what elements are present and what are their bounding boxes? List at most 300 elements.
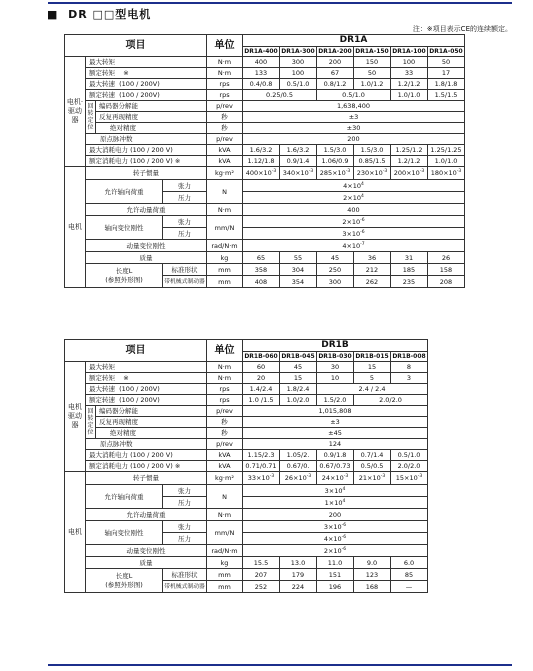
value-cell: 30: [317, 362, 354, 373]
value-exponent: -3: [417, 473, 423, 479]
unit-cell: mm/N: [207, 521, 243, 545]
row-label: 最大消耗电力 (100 / 200 V): [86, 450, 207, 461]
value-cell: 179: [280, 569, 317, 581]
unit-cell: rad/N·m: [207, 240, 243, 252]
value-exponent: 4: [360, 193, 364, 199]
row-max-power: [65, 450, 465, 461]
value-cell: 0.85/1.5: [354, 156, 391, 167]
value-cell: [243, 167, 280, 180]
value-exponent: -3: [308, 168, 314, 174]
value-cell: 196: [317, 581, 354, 593]
model-name: DR1A-100: [392, 48, 426, 55]
value-base: 340×10: [282, 169, 309, 177]
unit-cell: kVA: [207, 145, 243, 156]
row-label: 轴向变位刚性: [86, 521, 163, 545]
group-label-motor: 电机: [65, 167, 86, 288]
value-exponent: -6: [341, 546, 347, 552]
model-name: DR1A-200: [318, 48, 352, 55]
value-exponent: -3: [419, 168, 425, 174]
value-cell: 262: [354, 276, 391, 288]
unit-cell: N·m: [207, 362, 243, 373]
row-length-standard: [65, 264, 465, 276]
value-cell: 0.7/1.4: [354, 450, 391, 461]
unit-cell: rps: [207, 384, 243, 395]
row-rated-power: [65, 461, 465, 472]
page-heading: [47, 6, 151, 22]
unit-cell: N·m: [207, 509, 243, 521]
spec-table-dr1a: [64, 34, 465, 288]
row-label: 允许动量荷重: [86, 509, 207, 521]
unit-cell: 秒: [207, 123, 243, 134]
row-origin-pulse: [65, 134, 465, 145]
unit-cell: p/rev: [207, 439, 243, 450]
unit-cell: p/rev: [207, 406, 243, 417]
heading-marker: ■: [47, 8, 59, 21]
row-condition: (100 / 200V): [119, 91, 160, 99]
value-cell: ±3: [243, 417, 428, 428]
row-label-cell: [86, 373, 207, 384]
model-group: DR1B: [243, 340, 428, 352]
header-row: [65, 340, 465, 352]
row-label: 额定消耗电力 (100 / 200 V) ※: [86, 156, 207, 167]
value-cell: 6.0: [391, 557, 428, 569]
row-label: 反复再现精度: [96, 112, 207, 123]
row-inertia: [65, 472, 465, 485]
group-label-rotary: 回转定位: [86, 406, 96, 439]
row-label-cell: [86, 384, 207, 395]
row-label: 允许动量荷重: [86, 204, 207, 216]
value-cell: 100: [391, 57, 428, 68]
value-cell: 17: [428, 68, 465, 79]
row-label: 绝对精度: [96, 428, 207, 439]
row-mass: [65, 252, 465, 264]
value-cell: [317, 167, 354, 180]
value-cell: ±3: [243, 112, 465, 123]
value-cell: 11.0: [317, 557, 354, 569]
value-cell: 1.6/3.2: [243, 145, 280, 156]
value-cell: 1.8/2.4: [280, 384, 317, 395]
value-cell: 235: [391, 276, 428, 288]
model-name: DR1A-050: [429, 48, 463, 55]
unit-cell: mm: [207, 264, 243, 276]
value-cell: 0.9/1.4: [280, 156, 317, 167]
unit-cell: mm: [207, 581, 243, 593]
row-max-torque: [65, 362, 465, 373]
value-cell: 26: [428, 252, 465, 264]
value-cell: 304: [280, 264, 317, 276]
row-repeat-accuracy: [65, 112, 465, 123]
row-moment-load: [65, 509, 465, 521]
value-cell: 85: [391, 569, 428, 581]
unit-cell: kg·m²: [207, 167, 243, 180]
value-base: 230×10: [356, 169, 383, 177]
value-cell: 20: [243, 373, 280, 384]
value-cell: 0.4/0.8: [243, 79, 280, 90]
unit-cell: N: [207, 485, 243, 509]
unit-cell: rps: [207, 90, 243, 101]
row-label: 质量: [86, 557, 207, 569]
value-cell: 0.5/1.0: [391, 450, 428, 461]
value-base: 2×10: [343, 193, 361, 202]
value-cell: [428, 167, 465, 180]
model-group: DR1A: [243, 35, 465, 47]
value-cell: [354, 167, 391, 180]
row-encoder: [65, 101, 465, 112]
header-row: [65, 35, 465, 47]
value-cell: [243, 228, 465, 240]
row-rated-speed: [65, 90, 465, 101]
value-cell: 55: [280, 252, 317, 264]
row-rated-power: [65, 156, 465, 167]
row-label: 质量: [86, 252, 207, 264]
unit-cell: N·m: [207, 68, 243, 79]
value-cell: 0.5/1.0: [317, 90, 391, 101]
value-base: 2×10: [342, 217, 361, 226]
model-name: DR1A-150: [355, 48, 389, 55]
row-abs-accuracy: [65, 123, 465, 134]
value-cell: 207: [243, 569, 280, 581]
value-cell: 212: [354, 264, 391, 276]
sub-label: 张力: [163, 180, 207, 192]
value-cell: ±45: [243, 428, 428, 439]
row-label: 轴向变位刚性: [86, 216, 163, 240]
value-cell: [243, 192, 465, 204]
value-cell: 1.5/3.0: [354, 145, 391, 156]
value-cell: 1.8/1.8: [428, 79, 465, 90]
value-base: 285×10: [319, 169, 346, 177]
header-unit: 单位: [207, 35, 243, 57]
value-cell: 1.0/2.0: [280, 395, 317, 406]
unit-cell: N·m: [207, 57, 243, 68]
value-cell: [354, 472, 391, 485]
value-cell: 31: [391, 252, 428, 264]
row-label-cell: [86, 68, 207, 79]
row-condition: (100 / 200V): [119, 396, 160, 404]
row-label: 最大消耗电力 (100 / 200 V): [86, 145, 207, 156]
value-cell: 13.0: [280, 557, 317, 569]
value-cell: 124: [243, 439, 428, 450]
row-label-cell: [86, 395, 207, 406]
row-abs-accuracy: [65, 428, 465, 439]
row-label: 额定消耗电力 (100 / 200 V) ※: [86, 461, 207, 472]
row-label: 最大转矩: [86, 362, 207, 373]
unit-cell: mm: [207, 569, 243, 581]
model-name: DR1B-060: [244, 353, 278, 360]
unit-cell: N·m: [207, 204, 243, 216]
value-exponent: -3: [306, 473, 312, 479]
value-base: 4×10: [323, 534, 342, 543]
row-max-torque: [65, 57, 465, 68]
value-cell: 1.25/1.25: [428, 145, 465, 156]
value-cell: 1.15/2.3: [243, 450, 280, 461]
value-base: 3×10: [323, 522, 342, 531]
value-cell: 9.0: [354, 557, 391, 569]
unit-cell: kg: [207, 252, 243, 264]
value-base: 15×10: [395, 474, 418, 482]
row-label: 反复再现精度: [96, 417, 207, 428]
sub-label: 张力: [163, 485, 207, 497]
sub-label: 张力: [163, 521, 207, 533]
value-cell: 50: [354, 68, 391, 79]
sub-label: 压力: [163, 192, 207, 204]
value-exponent: 4: [342, 498, 346, 504]
row-axial-stiffness-tension: [65, 521, 465, 533]
model-name: DR1A-400: [244, 48, 278, 55]
value-cell: 358: [243, 264, 280, 276]
unit-cell: mm/N: [207, 216, 243, 240]
value-cell: 354: [280, 276, 317, 288]
row-label: 最大转速: [89, 80, 115, 88]
unit-cell: kg·m²: [207, 472, 243, 485]
value-base: 4×10: [343, 181, 361, 190]
value-exponent: -6: [341, 522, 347, 528]
row-label: 原点脉冲数: [86, 134, 207, 145]
unit-cell: kVA: [207, 156, 243, 167]
row-label: 额定转速: [89, 91, 115, 99]
row-rated-torque: [65, 373, 465, 384]
model-name: DR1B-045: [281, 353, 315, 360]
sub-label: 压力: [163, 497, 207, 509]
value-cell: 0.67/0.73: [317, 461, 354, 472]
value-cell: [243, 472, 280, 485]
value-cell: 45: [317, 252, 354, 264]
row-axial-stiffness-tension: [65, 216, 465, 228]
group-label-rotary: 回转定位: [86, 101, 96, 134]
row-mass: [65, 557, 465, 569]
value-cell: 1.06/0.9: [317, 156, 354, 167]
value-cell: 1.0 /1.5: [243, 395, 280, 406]
value-cell: 50: [428, 57, 465, 68]
unit-cell: kg: [207, 557, 243, 569]
value-cell: 1.2/1.2: [391, 79, 428, 90]
value-cell: 2.0/2.0: [391, 461, 428, 472]
value-base: 24×10: [321, 474, 344, 482]
value-cell: 133: [243, 68, 280, 79]
value-cell: [243, 521, 428, 533]
unit-cell: rps: [207, 395, 243, 406]
value-cell: [243, 485, 428, 497]
ce-mark: ※: [123, 69, 129, 77]
row-label: 动量变位刚性: [86, 240, 207, 252]
value-cell: 300: [317, 276, 354, 288]
row-origin-pulse: [65, 439, 465, 450]
group-label-motor-driver: 电机驱动器: [65, 362, 86, 472]
row-max-speed: [65, 384, 465, 395]
value-base: 4×10: [342, 241, 361, 250]
row-label: 额定转速: [89, 396, 115, 404]
value-cell: —: [391, 581, 428, 593]
row-moment-stiffness: [65, 545, 465, 557]
value-cell: 1.25/1.2: [391, 145, 428, 156]
value-cell: 123: [354, 569, 391, 581]
value-cell: 408: [243, 276, 280, 288]
value-cell: 208: [428, 276, 465, 288]
value-cell: 60: [243, 362, 280, 373]
value-cell: ±30: [243, 123, 465, 134]
value-exponent: -7: [360, 241, 365, 247]
value-exponent: -3: [271, 168, 277, 174]
model-name: DR1B-015: [355, 353, 389, 360]
row-label: 编码器分解能: [96, 406, 207, 417]
value-exponent: -3: [345, 168, 351, 174]
value-cell: 5: [354, 373, 391, 384]
row-label-note: (参照外形图): [105, 275, 143, 284]
value-cell: 400: [243, 204, 465, 216]
value-cell: 0.5/1.0: [280, 79, 317, 90]
value-cell: [243, 240, 465, 252]
value-base: 400×10: [245, 169, 272, 177]
row-label: 额定转矩: [89, 374, 115, 382]
value-exponent: -3: [382, 168, 388, 174]
sub-label: 标准形状: [163, 569, 207, 581]
value-cell: [243, 533, 428, 545]
row-label: 允许轴向荷重: [86, 180, 163, 204]
value-base: 3×10: [324, 486, 343, 495]
row-rated-torque: [65, 68, 465, 79]
row-max-speed: [65, 79, 465, 90]
value-base: 1×10: [324, 498, 343, 507]
value-cell: [391, 472, 428, 485]
value-cell: 15.5: [243, 557, 280, 569]
value-cell: 200: [243, 509, 428, 521]
value-cell: 1.5/1.5: [428, 90, 465, 101]
value-cell: 36: [354, 252, 391, 264]
value-base: 3×10: [342, 229, 361, 238]
spec-table-dr1b: [64, 339, 465, 593]
value-cell: 1,638,400: [243, 101, 465, 112]
unit-cell: 秒: [207, 112, 243, 123]
value-cell: 1.5/2.0: [317, 395, 354, 406]
row-max-power: [65, 145, 465, 156]
unit-cell: 秒: [207, 417, 243, 428]
ce-mark: ※: [123, 374, 129, 382]
row-label-cell: [86, 79, 207, 90]
row-label: 编码器分解能: [96, 101, 207, 112]
value-cell: 158: [428, 264, 465, 276]
row-label: 最大转速: [89, 385, 115, 393]
value-cell: 1.0/1.0: [428, 156, 465, 167]
value-cell: 224: [280, 581, 317, 593]
row-length-standard: [65, 569, 465, 581]
unit-cell: 秒: [207, 428, 243, 439]
value-exponent: 4: [342, 486, 346, 492]
value-cell: 1.0/1.2: [354, 79, 391, 90]
row-label-cell: [86, 90, 207, 101]
value-cell: 252: [243, 581, 280, 593]
sub-label: 带机械式制动器: [163, 581, 207, 593]
value-cell: 1.05/2.: [280, 450, 317, 461]
value-cell: 65: [243, 252, 280, 264]
row-repeat-accuracy: [65, 417, 465, 428]
value-cell: 168: [354, 581, 391, 593]
unit-cell: rad/N·m: [207, 545, 243, 557]
sub-label: 压力: [163, 533, 207, 545]
model-name: DR1A-300: [281, 48, 315, 55]
row-label: 长度L: [115, 571, 133, 580]
value-base: 33×10: [247, 474, 270, 482]
value-cell: 2.4 / 2.4: [317, 384, 428, 395]
value-base: 21×10: [358, 474, 381, 482]
blank-cell: [428, 340, 465, 362]
row-moment-load: [65, 204, 465, 216]
value-cell: [243, 216, 465, 228]
value-cell: 0.25/0.5: [243, 90, 317, 101]
value-cell: [317, 472, 354, 485]
row-label-cell: [86, 569, 163, 593]
value-cell: 250: [317, 264, 354, 276]
value-cell: 1.4/2.4: [243, 384, 280, 395]
row-label-cell: [86, 264, 163, 288]
row-label: 动量变位刚性: [86, 545, 207, 557]
footnote-ce: 注：※项目表示CE的连续额定。: [412, 25, 512, 33]
row-moment-stiffness: [65, 240, 465, 252]
value-cell: 10: [317, 373, 354, 384]
value-exponent: -3: [343, 473, 349, 479]
value-base: 180×10: [430, 169, 457, 177]
row-encoder: [65, 406, 465, 417]
value-exponent: -3: [380, 473, 386, 479]
row-label: 转子惯量: [86, 167, 207, 180]
value-cell: 100: [280, 68, 317, 79]
value-cell: 185: [391, 264, 428, 276]
value-cell: 45: [280, 362, 317, 373]
unit-cell: p/rev: [207, 101, 243, 112]
row-inertia: [65, 167, 465, 180]
value-exponent: -6: [360, 217, 365, 223]
top-rule: [48, 2, 512, 4]
group-label-motor: 电机: [65, 472, 86, 593]
model-name: DR1B-008: [392, 353, 426, 360]
header-item: 项目: [65, 340, 207, 362]
row-condition: (100 / 200V): [119, 385, 160, 393]
sub-label: 压力: [163, 228, 207, 240]
value-cell: 0.67/0.: [280, 461, 317, 472]
value-cell: 0.9/1.8: [317, 450, 354, 461]
value-cell: 151: [317, 569, 354, 581]
row-axial-load-tension: [65, 180, 465, 192]
sub-label: 标准形状: [163, 264, 207, 276]
value-cell: 0.71/0.71: [243, 461, 280, 472]
value-exponent: -6: [341, 534, 347, 540]
bottom-rule: [48, 664, 512, 666]
value-base: 2×10: [323, 546, 342, 555]
value-cell: [243, 545, 428, 557]
value-cell: 1.12/1.8: [243, 156, 280, 167]
unit-cell: kVA: [207, 461, 243, 472]
unit-cell: kVA: [207, 450, 243, 461]
sub-label: 带机械式制动器: [163, 276, 207, 288]
value-cell: 1,015,808: [243, 406, 428, 417]
value-exponent: -6: [360, 229, 365, 235]
value-cell: [280, 167, 317, 180]
value-exponent: 4: [360, 181, 364, 187]
value-cell: 15: [354, 362, 391, 373]
row-label: 原点脉冲数: [86, 439, 207, 450]
value-exponent: -3: [456, 168, 462, 174]
value-cell: [280, 472, 317, 485]
row-axial-load-tension: [65, 485, 465, 497]
value-cell: 15: [280, 373, 317, 384]
row-label: 转子惯量: [86, 472, 207, 485]
value-cell: 3: [391, 373, 428, 384]
unit-cell: rps: [207, 79, 243, 90]
row-label: 绝对精度: [96, 123, 207, 134]
value-cell: 200: [243, 134, 465, 145]
value-cell: 0.8/1.2: [317, 79, 354, 90]
value-exponent: -3: [269, 473, 275, 479]
value-cell: 300: [280, 57, 317, 68]
value-cell: 8: [391, 362, 428, 373]
